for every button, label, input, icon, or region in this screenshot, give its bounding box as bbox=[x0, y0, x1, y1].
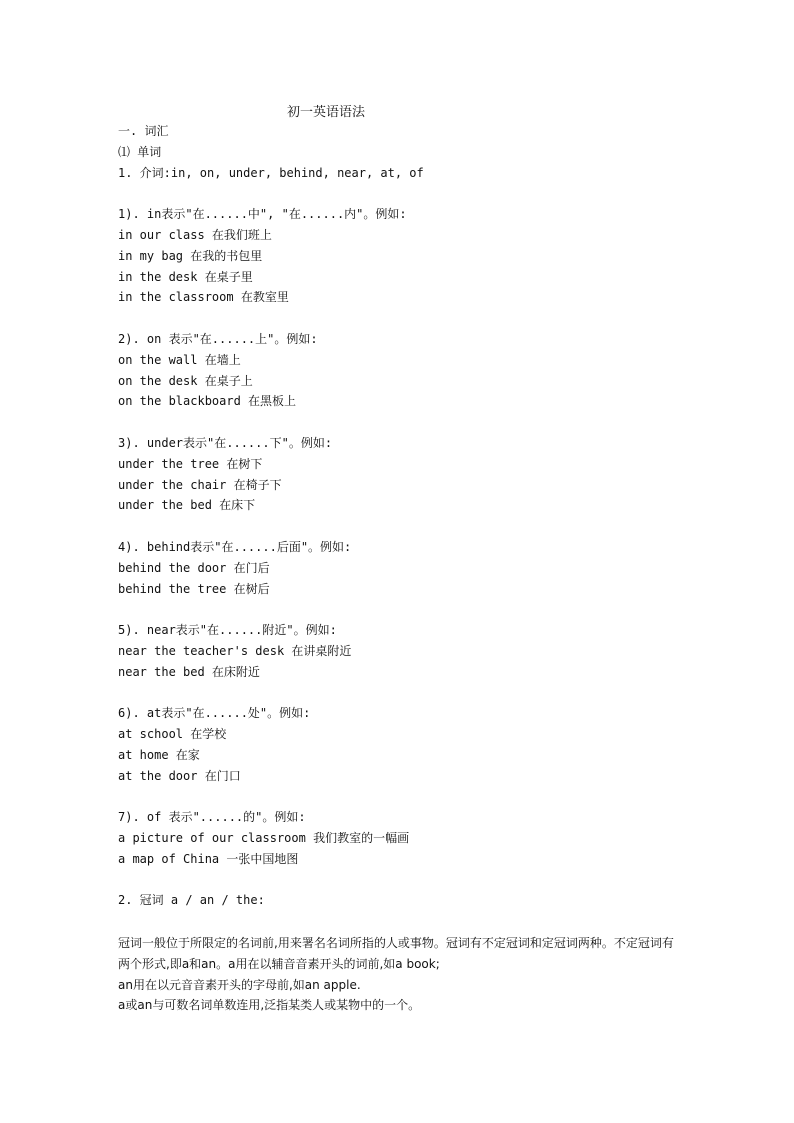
group-heading: 3). under表示"在......下"。例如: bbox=[118, 435, 333, 450]
paragraph-line: 冠词一般位于所限定的名词前,用来署名名词所指的人或事物。冠词有不定冠词和定冠词两种。不定冠词有两个形式,即a和an。a用在以辅音音素开头的词前,如a book; bbox=[118, 936, 674, 971]
example-line: at school 在学校 bbox=[118, 727, 227, 742]
section-heading: 一. 词汇 bbox=[118, 124, 169, 138]
blank-line bbox=[118, 516, 688, 537]
blank-line bbox=[118, 683, 688, 704]
article-explanation bbox=[118, 933, 678, 1016]
example-line: near the bed 在床附近 bbox=[118, 664, 260, 679]
group-heading: 1). in表示"在......中", "在......内"。例如: bbox=[118, 207, 407, 222]
example-line: in my bag 在我的书包里 bbox=[118, 248, 263, 263]
paragraph-line: a或an与可数名词单数连用,泛指某类人或某物中的一个。 bbox=[118, 998, 421, 1013]
blank-line bbox=[118, 911, 688, 932]
example-line: behind the door 在门后 bbox=[118, 560, 270, 575]
blank-line bbox=[118, 308, 688, 329]
example-line: at the door 在门口 bbox=[118, 768, 241, 783]
group-heading: 6). at表示"在......处"。例如: bbox=[118, 706, 311, 721]
example-line: in the desk 在桌子里 bbox=[118, 269, 253, 284]
blank-line bbox=[118, 599, 688, 620]
group-heading: 5). near表示"在......附近"。例如: bbox=[118, 623, 337, 638]
example-line: a picture of our classroom 我们教室的一幅画 bbox=[118, 831, 410, 846]
example-line: on the blackboard 在黑板上 bbox=[118, 394, 297, 409]
document-title: 初一英语语法 bbox=[287, 105, 366, 120]
document-body bbox=[118, 121, 688, 1016]
example-line: in the classroom 在教室里 bbox=[118, 290, 289, 305]
paragraph-line: an用在以元音音素开头的字母前,如an apple. bbox=[118, 977, 361, 992]
item-prepositions: 1. 介词:in, on, under, behind, near, at, of bbox=[118, 165, 424, 180]
example-line: under the bed 在床下 bbox=[118, 498, 256, 513]
blank-line bbox=[118, 870, 688, 891]
example-line: a map of China 一张中国地图 bbox=[118, 851, 299, 866]
example-line: on the desk 在桌子上 bbox=[118, 373, 253, 388]
blank-line bbox=[118, 412, 688, 433]
example-line: behind the tree 在树后 bbox=[118, 581, 270, 596]
blank-line bbox=[118, 183, 688, 204]
preposition-groups bbox=[118, 183, 688, 890]
subsection-heading: ⑴ 单词 bbox=[118, 144, 162, 159]
group-heading: 2). on 表示"在......上"。例如: bbox=[118, 331, 318, 346]
example-line: under the chair 在椅子下 bbox=[118, 477, 282, 492]
blank-line bbox=[118, 787, 688, 808]
example-line: at home 在家 bbox=[118, 747, 200, 762]
example-line: under the tree 在树下 bbox=[118, 456, 263, 471]
example-line: in our class 在我们班上 bbox=[118, 227, 272, 242]
item-articles: 2. 冠词 a / an / the: bbox=[118, 893, 265, 908]
example-line: near the teacher's desk 在讲桌附近 bbox=[118, 643, 352, 658]
group-heading: 4). behind表示"在......后面"。例如: bbox=[118, 539, 352, 554]
example-line: on the wall 在墙上 bbox=[118, 352, 241, 367]
group-heading: 7). of 表示"......的"。例如: bbox=[118, 810, 306, 825]
